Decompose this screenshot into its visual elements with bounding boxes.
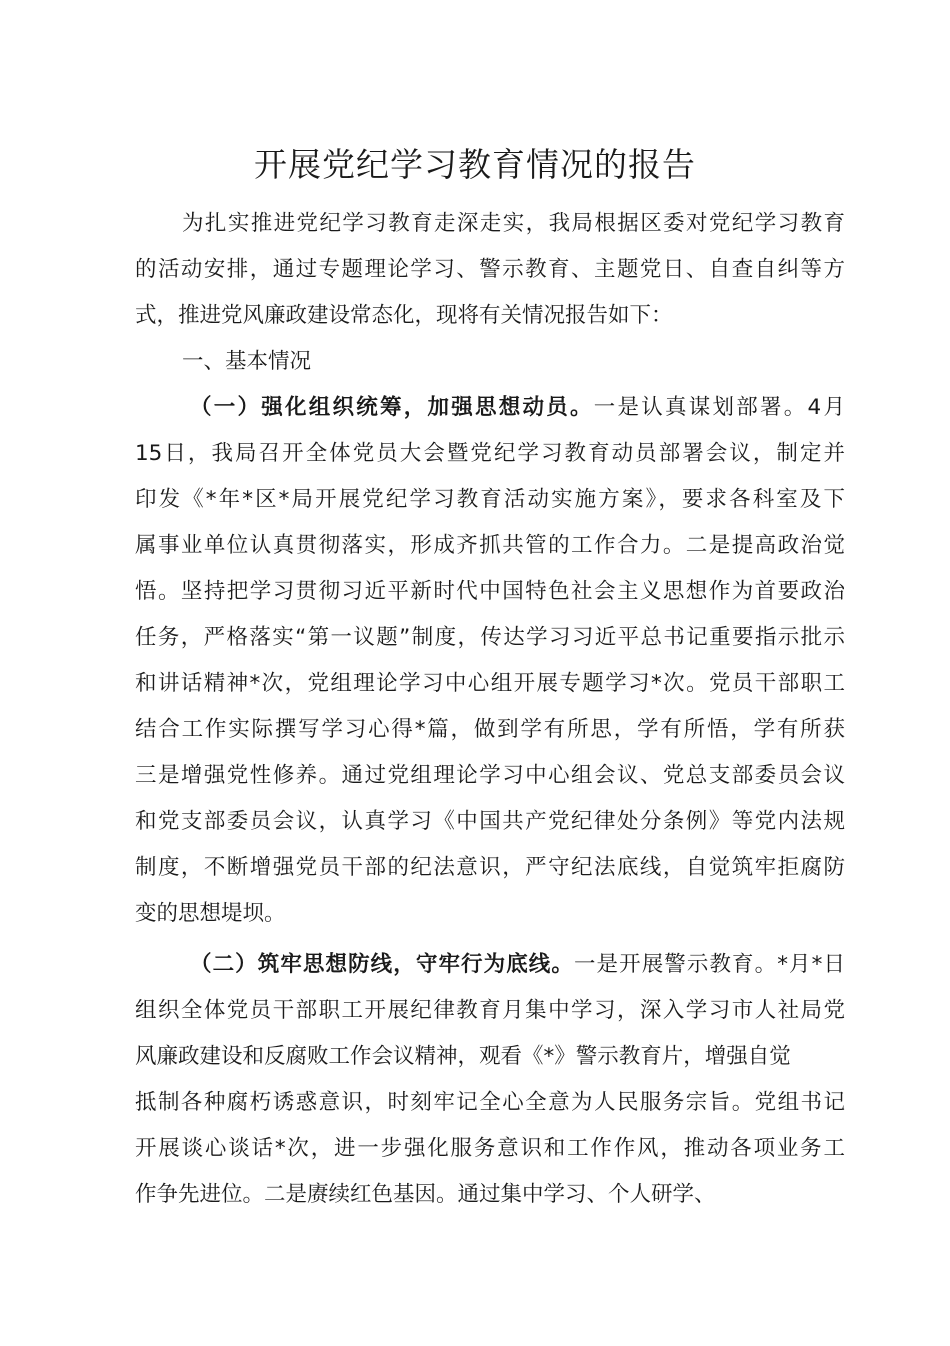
sub1-line: 三是增强党性修养。通过党组理论学习中心组会议、党总支部委员会议: [135, 763, 845, 788]
sub2-line: 抵制各种腐朽诱惑意识，时刻牢记全心全意为人民服务宗旨。党组书记: [135, 1090, 845, 1115]
sub2-heading: （二）筑牢思想防线，守牢行为底线。: [190, 952, 574, 977]
sub2-line: 组织全体党员干部职工开展纪律教育月集中学习，深入学习市人社局党: [135, 998, 845, 1023]
sub2-line: 风廉政建设和反腐败工作会议精神，观看《*》警示教育片，增强自觉: [135, 1044, 791, 1069]
sub1-first-line-text: 一是认真谋划部署。4月: [593, 395, 845, 420]
document-title: 开展党纪学习教育情况的报告: [254, 145, 696, 184]
sub1-line: 变的思想堤坝。: [135, 901, 286, 926]
sub1-line: 悟。坚持把学习贯彻习近平新时代中国特色社会主义思想作为首要政治: [135, 579, 845, 604]
sub1-heading: （一）强化组织统筹，加强思想动员。: [190, 395, 594, 420]
sub1-line: 和讲话精神*次，党组理论学习中心组开展专题学习*次。党员干部职工: [135, 671, 845, 696]
sub1-first-line: [190, 388, 845, 428]
sub1-line: 印发《*年*区*局开展党纪学习教育活动实施方案》，要求各科室及下: [135, 487, 845, 512]
sub1-line: 任务，严格落实“第一议题”制度，传达学习习近平总书记重要指示批示: [135, 625, 845, 650]
sub1-line: 结合工作实际撰写学习心得*篇，做到学有所思，学有所悟，学有所获: [135, 717, 845, 742]
sub1-line: 属事业单位认真贯彻落实，形成齐抓共管的工作合力。二是提高政治觉: [135, 533, 845, 558]
intro-line-2: 的活动安排，通过专题理论学习、警示教育、主题党日、自查自纠等方: [135, 257, 845, 282]
sub1-line: 制度，不断增强党员干部的纪法意识，严守纪法底线，自觉筑牢拒腐防: [135, 855, 845, 880]
sub1-line: 和党支部委员会议，认真学习《中国共产党纪律处分条例》等党内法规: [135, 809, 845, 834]
sub2-first-line-text: 一是开展警示教育。*月*日: [573, 952, 845, 977]
sub1-line: 15日，我局召开全体党员大会暨党纪学习教育动员部署会议，制定并: [135, 441, 845, 466]
intro-line-3: 式，推进党风廉政建设常态化，现将有关情况报告如下：: [135, 303, 673, 328]
sub2-line: 开展谈心谈话*次，进一步强化服务意识和工作作风，推动各项业务工: [135, 1136, 845, 1161]
intro-line-1: 为扎实推进党纪学习教育走深走实，我局根据区委对党纪学习教育: [182, 211, 845, 236]
sub2-line: 作争先进位。二是赓续红色基因。通过集中学习、个人研学、: [135, 1182, 716, 1207]
sub2-first-line: [190, 945, 845, 985]
section-heading-basic: 一、基本情况: [182, 349, 312, 374]
